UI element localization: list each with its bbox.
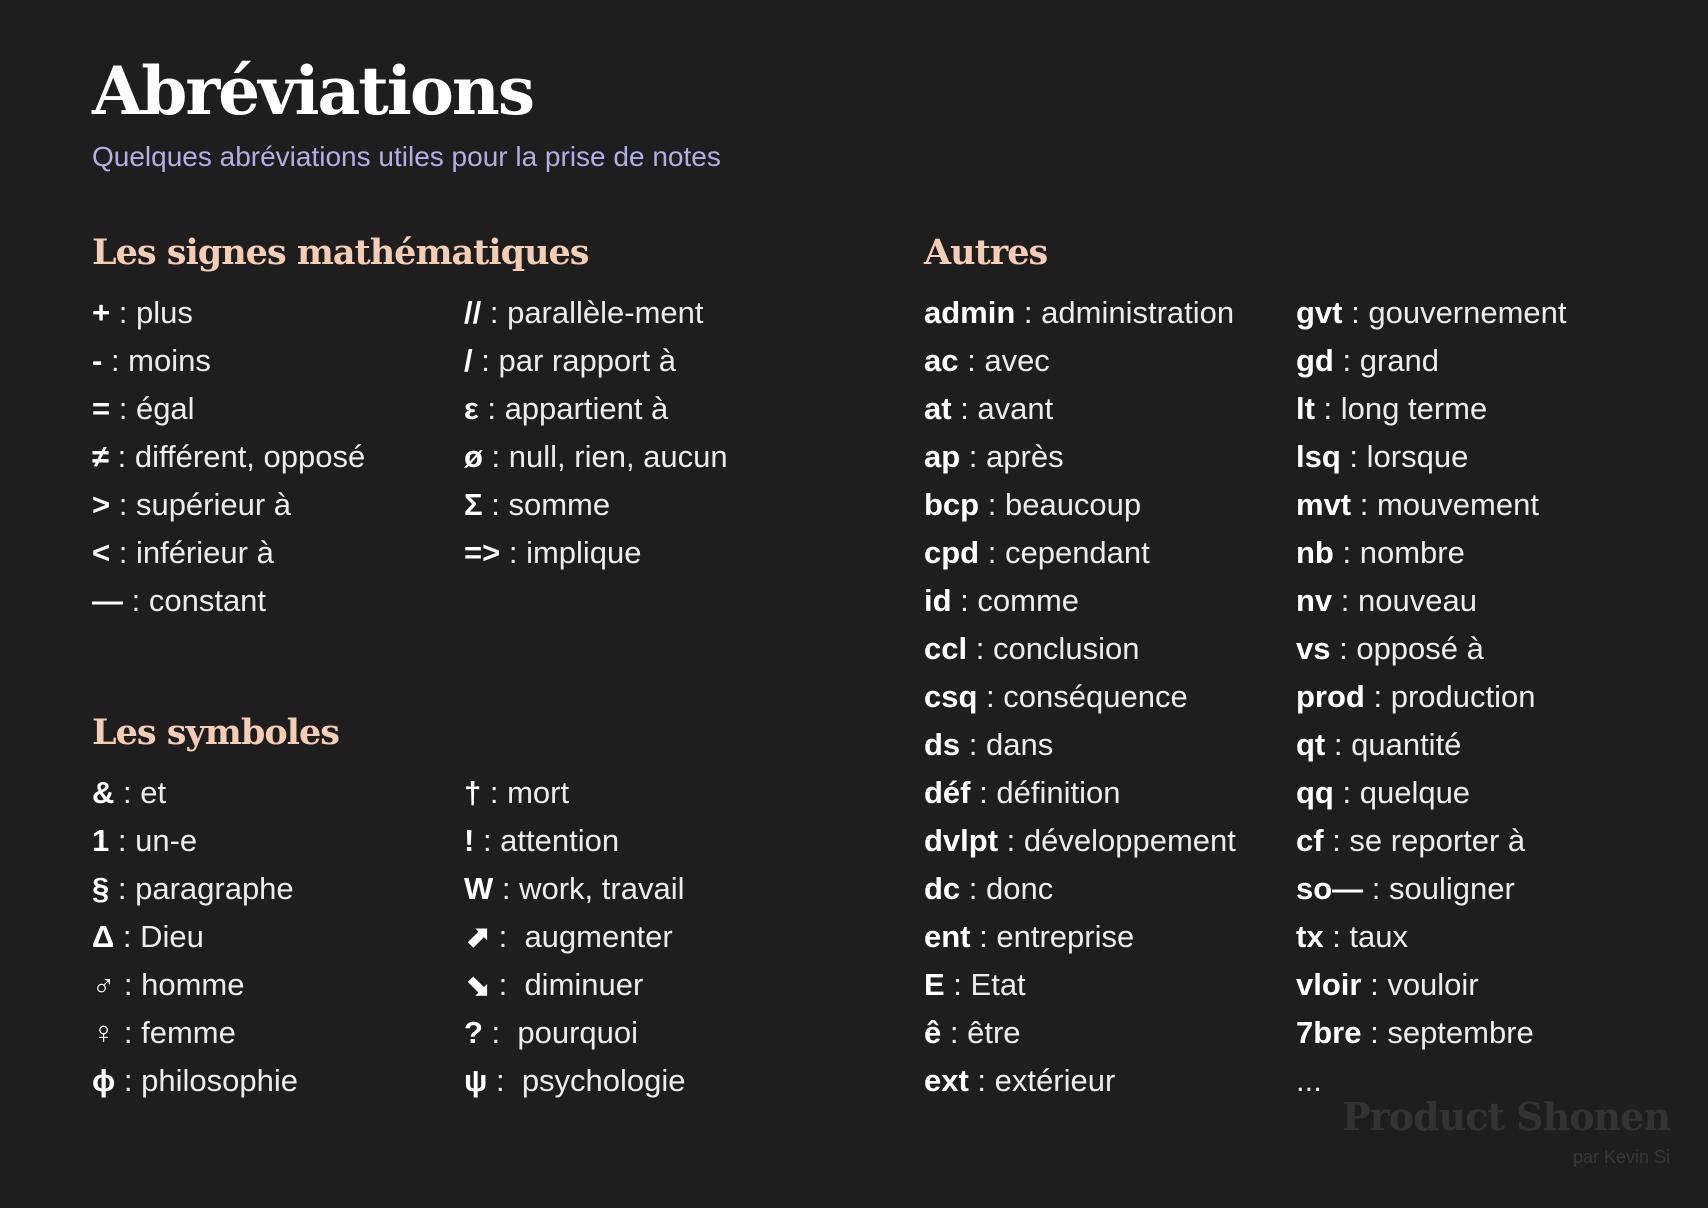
abbreviation-row bbox=[1296, 1009, 1567, 1057]
abbreviation-separator: : bbox=[968, 1063, 995, 1098]
abbreviation-row bbox=[464, 385, 728, 433]
abbreviation-row bbox=[1296, 625, 1567, 673]
abbreviation-term: qq bbox=[1296, 775, 1334, 810]
abbreviation-term: dc bbox=[924, 871, 961, 906]
abbreviation-term: ccl bbox=[924, 631, 968, 666]
abbreviation-row bbox=[1296, 577, 1567, 625]
abbreviation-meaning: constant bbox=[148, 583, 267, 618]
abbreviation-separator: : bbox=[493, 871, 520, 906]
abbreviation-term: so— bbox=[1296, 871, 1364, 906]
abbreviation-row bbox=[92, 1057, 298, 1105]
abbreviation-row bbox=[1296, 289, 1567, 337]
abbreviation-separator: : bbox=[1333, 343, 1360, 378]
abbreviation-separator: : bbox=[481, 775, 508, 810]
abbreviation-term: cpd bbox=[924, 535, 980, 570]
abbreviation-meaning: production bbox=[1390, 679, 1536, 714]
abbreviation-term: dvlpt bbox=[924, 823, 999, 858]
abbreviation-meaning: ... bbox=[1296, 1063, 1322, 1098]
abbreviation-row bbox=[924, 385, 1236, 433]
abbreviation-row bbox=[1296, 865, 1567, 913]
abbreviation-separator: : bbox=[474, 823, 501, 858]
abbreviation-meaning: homme bbox=[141, 967, 245, 1002]
abbreviation-separator: : bbox=[960, 439, 987, 474]
abbreviation-separator: : bbox=[482, 1015, 518, 1050]
abbreviation-term: Σ bbox=[464, 487, 483, 522]
abbreviation-separator: : bbox=[110, 535, 136, 570]
abbreviation-term: csq bbox=[924, 679, 978, 714]
abbreviation-meaning: augmenter bbox=[524, 919, 673, 954]
abbreviation-separator: : bbox=[998, 823, 1024, 858]
abbreviation-separator: : bbox=[482, 439, 509, 474]
abbreviation-separator: : bbox=[951, 391, 978, 426]
abbreviation-meaning: vouloir bbox=[1387, 967, 1479, 1002]
abbreviation-row bbox=[924, 481, 1236, 529]
abbreviation-term: ap bbox=[924, 439, 961, 474]
abbreviation-term: ≠ bbox=[92, 439, 110, 474]
abbreviation-term: ds bbox=[924, 727, 961, 762]
abbreviation-meaning: développement bbox=[1023, 823, 1236, 858]
abbreviation-term: 1 bbox=[92, 823, 110, 858]
abbreviation-separator: : bbox=[1340, 439, 1367, 474]
others-column-1 bbox=[924, 289, 1236, 1105]
abbreviation-separator: : bbox=[1342, 295, 1369, 330]
abbreviation-meaning: paragraphe bbox=[135, 871, 294, 906]
abbreviation-separator: : bbox=[1015, 295, 1042, 330]
abbreviation-term: ⬊ bbox=[464, 967, 490, 1002]
abbreviation-row bbox=[924, 433, 1236, 481]
abbreviation-term: // bbox=[464, 295, 482, 330]
abbreviation-row bbox=[924, 865, 1236, 913]
abbreviation-row bbox=[464, 289, 728, 337]
abbreviation-term: ! bbox=[464, 823, 475, 858]
abbreviation-term: ψ bbox=[464, 1063, 488, 1098]
abbreviation-term: W bbox=[464, 871, 494, 906]
abbreviation-term: vloir bbox=[1296, 967, 1362, 1002]
abbreviation-term: - bbox=[92, 343, 103, 378]
abbreviation-row bbox=[924, 1057, 1236, 1105]
abbreviation-separator: : bbox=[489, 967, 525, 1002]
abbreviation-separator: : bbox=[944, 967, 971, 1002]
abbreviation-term: at bbox=[924, 391, 952, 426]
abbreviation-meaning: psychologie bbox=[521, 1063, 686, 1098]
abbreviation-term: ⬈ bbox=[464, 919, 490, 954]
abbreviation-term: 7bre bbox=[1296, 1015, 1362, 1050]
abbreviation-term: id bbox=[924, 583, 952, 618]
section-title-others: Autres bbox=[924, 232, 1048, 273]
symbols-column-1 bbox=[92, 769, 298, 1105]
abbreviation-term: vs bbox=[1296, 631, 1331, 666]
abbreviation-meaning: égal bbox=[135, 391, 195, 426]
abbreviation-meaning: entreprise bbox=[996, 919, 1135, 954]
abbreviation-term: & bbox=[92, 775, 115, 810]
abbreviation-term: ε bbox=[464, 391, 479, 426]
abbreviation-row bbox=[1296, 769, 1567, 817]
abbreviation-row bbox=[1296, 673, 1567, 721]
abbreviation-row bbox=[924, 577, 1236, 625]
abbreviation-row bbox=[92, 913, 298, 961]
abbreviation-row bbox=[1296, 961, 1567, 1009]
abbreviation-term: bcp bbox=[924, 487, 980, 522]
abbreviation-separator: : bbox=[977, 679, 1004, 714]
abbreviation-meaning: administration bbox=[1041, 295, 1235, 330]
abbreviation-separator: : bbox=[478, 391, 505, 426]
abbreviation-term: gvt bbox=[1296, 295, 1343, 330]
abbreviation-separator: : bbox=[979, 535, 1005, 570]
abbreviation-row bbox=[1296, 433, 1567, 481]
abbreviation-separator: : bbox=[123, 583, 149, 618]
abbreviation-meaning: mort bbox=[507, 775, 570, 810]
abbreviation-row bbox=[92, 817, 298, 865]
symbols-column-2 bbox=[464, 769, 686, 1105]
abbreviation-separator: : bbox=[1314, 391, 1341, 426]
abbreviation-separator: : bbox=[960, 871, 987, 906]
abbreviation-separator: : bbox=[970, 919, 997, 954]
abbreviation-term: déf bbox=[924, 775, 971, 810]
abbreviation-row bbox=[1296, 529, 1567, 577]
abbreviation-row bbox=[1296, 385, 1567, 433]
abbreviation-separator: : bbox=[967, 631, 993, 666]
abbreviation-term: tx bbox=[1296, 919, 1324, 954]
abbreviation-row bbox=[92, 385, 365, 433]
abbreviation-term: admin bbox=[924, 295, 1016, 330]
abbreviation-meaning: inférieur à bbox=[135, 535, 274, 570]
abbreviation-row bbox=[924, 1009, 1236, 1057]
abbreviation-row bbox=[464, 481, 728, 529]
abbreviation-meaning: null, rien, aucun bbox=[508, 439, 728, 474]
abbreviation-meaning: conclusion bbox=[992, 631, 1140, 666]
abbreviation-row bbox=[92, 337, 365, 385]
abbreviation-meaning: nouveau bbox=[1358, 583, 1477, 618]
abbreviation-meaning: implique bbox=[526, 535, 642, 570]
abbreviation-row bbox=[92, 961, 298, 1009]
abbreviation-separator: : bbox=[482, 487, 509, 522]
abbreviation-meaning: femme bbox=[141, 1015, 236, 1050]
abbreviation-meaning: donc bbox=[986, 871, 1054, 906]
abbreviation-meaning: se reporter à bbox=[1349, 823, 1526, 858]
abbreviation-meaning: conséquence bbox=[1003, 679, 1188, 714]
abbreviation-term: > bbox=[92, 487, 111, 522]
abbreviation-meaning: et bbox=[140, 775, 167, 810]
abbreviation-separator: : bbox=[960, 727, 987, 762]
abbreviation-meaning: opposé à bbox=[1356, 631, 1484, 666]
abbreviation-row bbox=[924, 769, 1236, 817]
abbreviation-separator: : bbox=[115, 967, 142, 1002]
abbreviation-row bbox=[92, 289, 365, 337]
abbreviation-row bbox=[92, 529, 365, 577]
abbreviation-row bbox=[92, 865, 298, 913]
abbreviation-separator: : bbox=[109, 823, 136, 858]
abbreviation-meaning: quantité bbox=[1351, 727, 1462, 762]
abbreviation-separator: : bbox=[110, 391, 136, 426]
abbreviation-separator: : bbox=[481, 295, 508, 330]
abbreviation-meaning: appartient à bbox=[504, 391, 669, 426]
abbreviation-meaning: grand bbox=[1359, 343, 1440, 378]
abbreviation-meaning: septembre bbox=[1387, 1015, 1534, 1050]
abbreviation-term: nb bbox=[1296, 535, 1334, 570]
abbreviation-meaning: définition bbox=[996, 775, 1121, 810]
abbreviation-separator: : bbox=[110, 487, 136, 522]
others-column-2 bbox=[1296, 289, 1567, 1105]
abbreviation-term: lsq bbox=[1296, 439, 1341, 474]
abbreviation-meaning: un-e bbox=[135, 823, 198, 858]
abbreviation-row bbox=[464, 433, 728, 481]
abbreviation-row bbox=[92, 433, 365, 481]
abbreviation-separator: : bbox=[1364, 679, 1391, 714]
abbreviation-separator: : bbox=[951, 583, 978, 618]
abbreviation-term: = bbox=[92, 391, 111, 426]
abbreviation-meaning: comme bbox=[977, 583, 1080, 618]
abbreviation-meaning: cependant bbox=[1004, 535, 1150, 570]
abbreviation-separator: : bbox=[109, 871, 136, 906]
abbreviation-separator: : bbox=[487, 1063, 522, 1098]
abbreviation-separator: : bbox=[958, 343, 985, 378]
abbreviation-row bbox=[464, 337, 728, 385]
abbreviation-row bbox=[924, 625, 1236, 673]
abbreviation-meaning: gouvernement bbox=[1368, 295, 1567, 330]
abbreviation-row bbox=[924, 337, 1236, 385]
abbreviation-row bbox=[1296, 913, 1567, 961]
abbreviation-separator: : bbox=[1351, 487, 1377, 522]
abbreviation-separator: : bbox=[1333, 535, 1360, 570]
page-title: Abréviations bbox=[92, 52, 534, 130]
abbreviation-row bbox=[1296, 721, 1567, 769]
abbreviation-term: — bbox=[92, 583, 123, 618]
abbreviation-term: Δ bbox=[92, 919, 115, 954]
abbreviation-separator: : bbox=[1323, 919, 1350, 954]
abbreviation-row bbox=[92, 769, 298, 817]
abbreviation-meaning: Etat bbox=[970, 967, 1026, 1002]
abbreviation-meaning: attention bbox=[500, 823, 620, 858]
abbreviation-meaning: Dieu bbox=[140, 919, 204, 954]
abbreviation-meaning: work, travail bbox=[519, 871, 685, 906]
abbreviation-term: ê bbox=[924, 1015, 942, 1050]
abbreviation-term: ♀ bbox=[92, 1015, 116, 1050]
abbreviation-term: ø bbox=[464, 439, 483, 474]
abbreviation-meaning: parallèle-ment bbox=[507, 295, 704, 330]
abbreviation-row bbox=[924, 529, 1236, 577]
abbreviation-row bbox=[924, 961, 1236, 1009]
section-title-math: Les signes mathématiques bbox=[92, 232, 589, 273]
abbreviation-meaning: lorsque bbox=[1366, 439, 1469, 474]
abbreviation-row bbox=[464, 1009, 686, 1057]
abbreviation-term: ♂ bbox=[92, 967, 116, 1002]
abbreviation-separator: : bbox=[114, 919, 141, 954]
abbreviation-term: nv bbox=[1296, 583, 1333, 618]
abbreviation-separator: : bbox=[1333, 775, 1360, 810]
abbreviation-row bbox=[92, 481, 365, 529]
abbreviation-term: § bbox=[92, 871, 110, 906]
abbreviation-term: / bbox=[464, 343, 473, 378]
abbreviation-term: † bbox=[464, 775, 482, 810]
abbreviation-meaning: long terme bbox=[1340, 391, 1488, 426]
page-subtitle: Quelques abréviations utiles pour la prise de notes bbox=[92, 141, 721, 172]
abbreviation-separator: : bbox=[109, 439, 135, 474]
abbreviation-term: ac bbox=[924, 343, 959, 378]
abbreviation-term: E bbox=[924, 967, 945, 1002]
abbreviation-term: => bbox=[464, 535, 501, 570]
abbreviation-row bbox=[464, 817, 686, 865]
abbreviation-separator: : bbox=[1330, 631, 1357, 666]
abbreviation-term: mvt bbox=[1296, 487, 1352, 522]
abbreviation-row bbox=[924, 673, 1236, 721]
abbreviation-row bbox=[1296, 337, 1567, 385]
abbreviation-separator: : bbox=[941, 1015, 968, 1050]
abbreviation-meaning: somme bbox=[508, 487, 611, 522]
abbreviation-term: cf bbox=[1296, 823, 1324, 858]
abbreviation-row bbox=[924, 817, 1236, 865]
abbreviation-separator: : bbox=[115, 1063, 142, 1098]
abbreviation-row bbox=[1296, 481, 1567, 529]
abbreviation-row bbox=[464, 865, 686, 913]
abbreviation-meaning: après bbox=[986, 439, 1064, 474]
author-watermark: par Kevin Si bbox=[1572, 1147, 1670, 1167]
abbreviation-separator: : bbox=[472, 343, 499, 378]
abbreviation-separator: : bbox=[979, 487, 1005, 522]
abbreviation-separator: : bbox=[1361, 1015, 1388, 1050]
abbreviation-meaning: extérieur bbox=[994, 1063, 1116, 1098]
abbreviation-meaning: moins bbox=[128, 343, 211, 378]
abbreviation-term: ɸ bbox=[92, 1063, 116, 1098]
abbreviation-separator: : bbox=[1323, 823, 1350, 858]
abbreviation-row bbox=[1296, 817, 1567, 865]
math-column-1 bbox=[92, 289, 365, 625]
abbreviation-term: gd bbox=[1296, 343, 1334, 378]
abbreviation-meaning: nombre bbox=[1359, 535, 1465, 570]
abbreviation-separator: : bbox=[970, 775, 997, 810]
abbreviation-meaning: supérieur à bbox=[135, 487, 292, 522]
abbreviation-separator: : bbox=[114, 775, 141, 810]
abbreviation-separator: : bbox=[1332, 583, 1359, 618]
abbreviation-meaning: différent, opposé bbox=[134, 439, 366, 474]
abbreviation-term: lt bbox=[1296, 391, 1315, 426]
section-title-symbols: Les symboles bbox=[92, 712, 339, 753]
abbreviation-term: ent bbox=[924, 919, 971, 954]
brand-watermark: Product Shonen bbox=[1342, 1094, 1670, 1139]
abbreviation-term: ? bbox=[464, 1015, 483, 1050]
abbreviation-row bbox=[464, 961, 686, 1009]
math-column-2 bbox=[464, 289, 728, 577]
abbreviation-term: < bbox=[92, 535, 111, 570]
abbreviation-meaning: beaucoup bbox=[1004, 487, 1142, 522]
abbreviation-term: qt bbox=[1296, 727, 1326, 762]
abbreviation-separator: : bbox=[500, 535, 527, 570]
abbreviation-meaning: pourquoi bbox=[517, 1015, 639, 1050]
abbreviation-meaning: mouvement bbox=[1376, 487, 1539, 522]
abbreviation-meaning: taux bbox=[1349, 919, 1409, 954]
abbreviation-separator: : bbox=[102, 343, 129, 378]
abbreviation-separator: : bbox=[110, 295, 136, 330]
abbreviation-row bbox=[924, 289, 1236, 337]
abbreviation-term: ext bbox=[924, 1063, 969, 1098]
abbreviation-separator: : bbox=[1363, 871, 1390, 906]
abbreviation-separator: : bbox=[1325, 727, 1352, 762]
abbreviation-meaning: philosophie bbox=[141, 1063, 298, 1098]
abbreviation-separator: : bbox=[115, 1015, 142, 1050]
abbreviation-row bbox=[92, 577, 365, 625]
abbreviation-meaning: dans bbox=[986, 727, 1054, 762]
abbreviation-meaning: souligner bbox=[1389, 871, 1515, 906]
abbreviation-row bbox=[924, 721, 1236, 769]
abbreviation-row bbox=[464, 769, 686, 817]
abbreviation-meaning: quelque bbox=[1359, 775, 1471, 810]
abbreviation-term: + bbox=[92, 295, 111, 330]
abbreviation-meaning: diminuer bbox=[524, 967, 644, 1002]
abbreviation-separator: : bbox=[489, 919, 525, 954]
abbreviation-meaning: plus bbox=[135, 295, 193, 330]
abbreviation-term: prod bbox=[1296, 679, 1365, 714]
abbreviation-meaning: être bbox=[967, 1015, 1021, 1050]
abbreviation-meaning: avec bbox=[984, 343, 1050, 378]
abbreviation-meaning: avant bbox=[977, 391, 1054, 426]
abbreviation-separator: : bbox=[1361, 967, 1388, 1002]
abbreviation-meaning: par rapport à bbox=[498, 343, 676, 378]
abbreviation-row bbox=[92, 1009, 298, 1057]
abbreviation-row bbox=[464, 529, 728, 577]
abbreviation-row bbox=[464, 913, 686, 961]
abbreviation-row bbox=[464, 1057, 686, 1105]
abbreviation-row bbox=[924, 913, 1236, 961]
